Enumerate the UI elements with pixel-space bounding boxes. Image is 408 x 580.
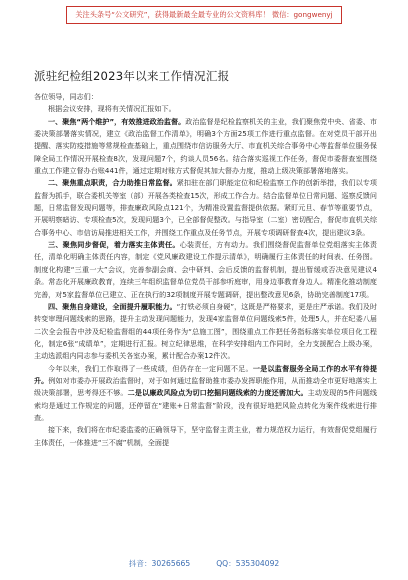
footer-bar xyxy=(0,552,408,574)
section-1-text: 政治监督是纪检监察机关的主业，我们聚焦党中央、省委、市委决策部署落实情况，建立《政治监督工作清单》，明确3个方面25项工作进行重点监督。在对党员干部开出提醒、落实防疫措施等常规检查基础上，重点围绕市信访服务大厅、市直机关综合事务中心等监督单位服务保障全局工作情况开展检查8次，发现问题7个，约谈人员56名。结合落实巡视工作任务，督促市委督查室围绕重点工作建立督办台账441件，通过定期对账方式督促其加大督办力度，推动上级决策部署落地落实。 xyxy=(34,116,378,176)
section-3-text: 心装责任，方有动力。我们围绕督促监督单位党组落实主体责任，清单化明确主体责任内容，制定《党风廉政建设工作提示清单》，明确履行主体责任的时间表、任务图。制度化构建“三重一大”会议，完善参副会商、会中研判、会后反馈的监督机制，提出暂缓或否决意见建议4条。常态化开展廉政教育，连续三年组织监督单位党员干部参听庭审，用身边事教育身边人。精准化推动制度完善，对5家监督单位已建立、正在执行的32项制度开展专题调研，提出整改意见6条，协助完善制度17项。 xyxy=(34,240,377,299)
section-2-paragraph xyxy=(34,177,377,239)
section-4-text: “打铁必须自身硬”，这既是严格要求，更是庄严承诺。我们及时转变审理问题线索的思路，提升主动发现问题能力，发现4家监督单位问题线索5件，处理5人，并在纪委八届二次全会报告中涉及纪检监督组的44项任务作为“总施工图”，围绕重点工作把任务指标落实单位项目化工程化，制定6张“成绩单”，定期进行汇报。树立纪律思维，在科学安排组内工作同时，全力支援配合上级办案，主动选派组内同志参与委机关各室办案，累计配合办案12件次。 xyxy=(34,301,377,361)
greeting: 各位领导，同志们： xyxy=(34,92,98,101)
footer-douyin: 抖音：30265665 xyxy=(128,558,191,568)
promo-banner-text: 关注头条号“公文研究”，获得最新最全最专业的公文资料库！ 微信：gongwenyj xyxy=(66,6,341,24)
next-steps-paragraph: 接下来，我们将在市纪委监委的正确领导下，坚守监督主责主业，着力规范权力运行，有效督促党组履行主体责任，一体推进“三不腐”机制，全面提 xyxy=(34,425,377,447)
section-1-heading: 一、聚焦“两个维护”，有效推进政治监督。 xyxy=(48,116,186,126)
problem-2-heading: 二是以廉政风险点为切口挖掘问题线索的力度还需加大。 xyxy=(127,388,308,398)
section-3-paragraph xyxy=(34,239,377,301)
intro-paragraph: 根据会议安排，现将有关情况汇报如下。 xyxy=(48,104,176,114)
problem-2-text: 主动发现的5件问题线索均是通过工作规定的问题，还停留在“建账+日常监督”阶段，没有很好地把风险点转化为案件线索进行排查。 xyxy=(34,388,378,422)
section-1-paragraph xyxy=(34,116,377,178)
section-2-heading: 二、聚焦重点职责，合力助推日常监督。 xyxy=(48,178,177,188)
problem-1-text: 例如对市委办开展政治监督时，对于如何通过监督助推市委办发挥职能作用，从而推动全市更好地落实上级决策部署，思考得还不够。 xyxy=(34,375,377,398)
document-body xyxy=(34,91,377,449)
section-3-heading: 三、聚焦同步督促，着力落实主体责任。 xyxy=(48,240,180,250)
footer-qq: QQ：535304092 xyxy=(216,558,280,568)
section-2-text: 紧扣驻在部门职能定位和纪检监察工作的创新举措，我们以专项监督为抓手，联合委机关等室（部）开展各类检查15次，形成工作合力。结合监督单位日常问题、巡察反馈问题，日常监督发现问题等，排查廉政风险点121个，为精准设置监督提供依据。紧盯元旦、春节等重要节点，开展明察暗访、专项检查5次，发现问题3个，已全部督促整改。与指导室（二室）密切配合，督促市直机关综合事务中心、市信访局推进相关工作，并围绕工作重点及任务节点，开展专项调研督查4次，提出建议3条。 xyxy=(34,178,378,237)
problem-1-heading: 一是以监督服务全局工作的水平有待提升。 xyxy=(34,363,378,385)
problems-intro: 今年以来，我们工作取得了一些成绩，但仍存在一定问题不足。 xyxy=(48,363,253,373)
document-title: 派驻纪检组2023年以来工作情况汇报 xyxy=(34,69,230,83)
section-4-heading: 四、聚焦自身建设，全面提升履职能力。 xyxy=(48,301,177,311)
top-banner xyxy=(0,0,408,30)
section-4-paragraph xyxy=(34,301,377,363)
problems-paragraph xyxy=(34,363,377,425)
